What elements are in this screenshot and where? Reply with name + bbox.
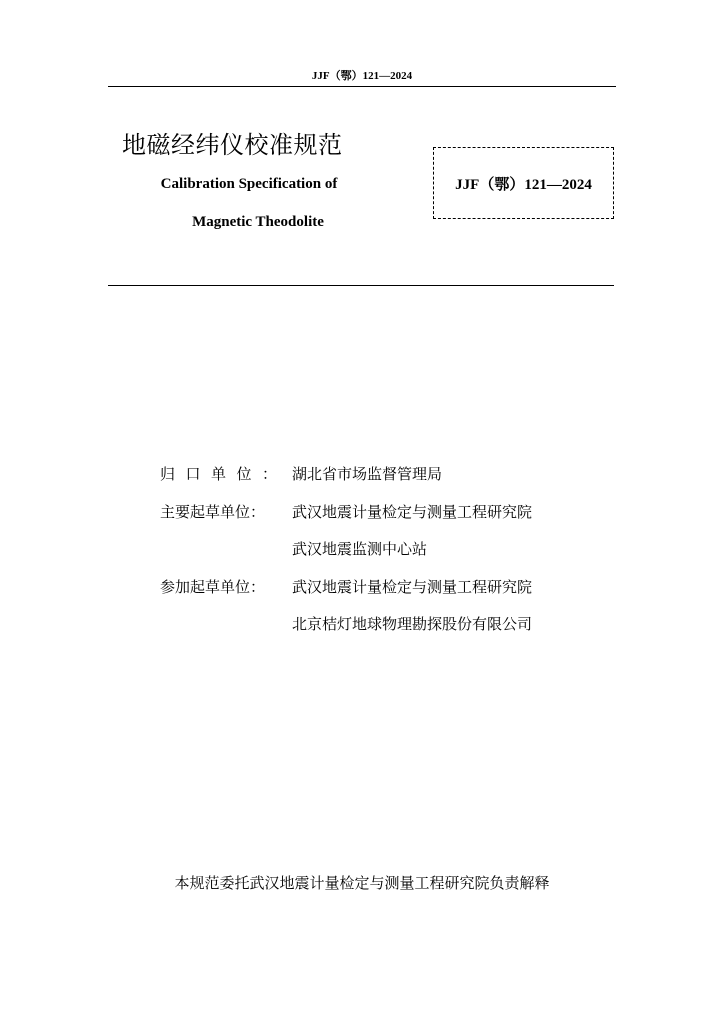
header-divider [108, 86, 616, 87]
title-divider [108, 285, 614, 286]
main-drafting-unit-2: 武汉地震监测中心站 [292, 540, 428, 559]
document-title-english-line-1: Calibration Specification of [160, 176, 338, 192]
organization-block [160, 455, 590, 643]
interpretation-note: 本规范委托武汉地震计量检定与测量工程研究院负责解释 [174, 874, 550, 892]
document-title-english-line-2: Magnetic Theodolite [192, 214, 324, 230]
specification-code: JJF（鄂）121—2024 [455, 176, 592, 193]
participating-unit-row [160, 568, 590, 606]
responsible-unit-row [160, 455, 590, 493]
participating-unit-label: 参加起草单位： [160, 577, 266, 596]
specification-code-box [433, 147, 614, 219]
main-drafting-unit-row [160, 493, 590, 531]
document-title-chinese: 地磁经纬仪校准规范 [122, 131, 343, 159]
main-drafting-unit-1: 武汉地震计量检定与测量工程研究院 [292, 502, 533, 521]
responsible-unit-value: 湖北省市场监督管理局 [292, 465, 443, 484]
running-header-code: JJF（鄂）121—2024 [311, 70, 413, 82]
responsible-unit-label: 归口单位： [160, 465, 288, 484]
participating-unit-row-2 [160, 605, 590, 643]
participating-unit-2: 北京桔灯地球物理勘探股份有限公司 [292, 615, 533, 634]
main-drafting-unit-label: 主要起草单位： [160, 502, 266, 521]
main-drafting-unit-row-2 [160, 530, 590, 568]
participating-unit-1: 武汉地震计量检定与测量工程研究院 [292, 577, 533, 596]
